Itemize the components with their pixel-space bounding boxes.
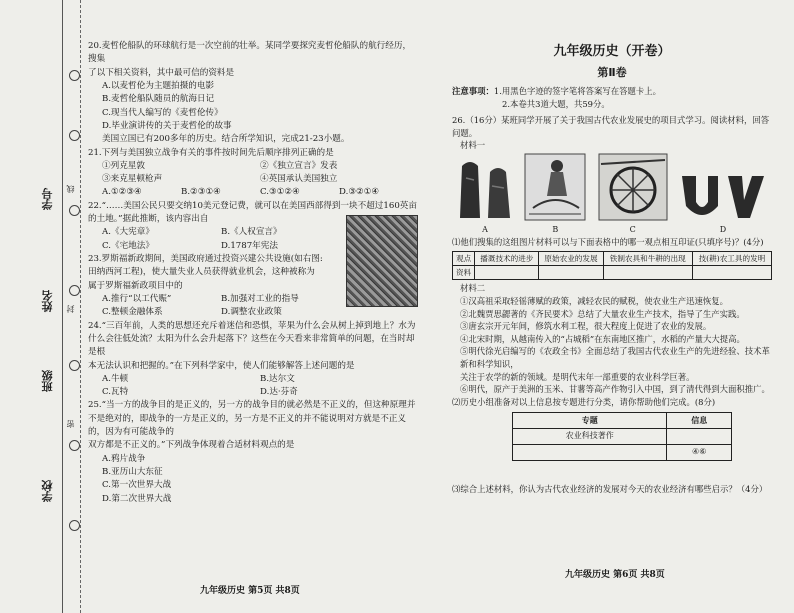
table-cell: 技(耕)农工具的发明	[692, 251, 771, 265]
artifact-b-label: B	[552, 225, 559, 235]
q23-line-2: 田纳西河工程)，使大量失业人员获得就业机会，这种被称为	[88, 267, 315, 278]
material2-item-3: ③唐玄宗开元年间，修筑水利工程，很大程度上促进了农业的发展。	[460, 321, 712, 332]
right-page-footer: 九年级历史 第6页 共8页	[565, 570, 665, 580]
binding-hole	[69, 205, 80, 216]
seal-char-feng: 封	[66, 305, 75, 313]
q24-options-row1	[88, 373, 418, 386]
q25-option-a: A.鸦片战争	[102, 453, 146, 464]
q23-option-b: B.加强对工业的指导	[221, 293, 299, 304]
q21-option-d: D.③②①④	[339, 187, 380, 198]
artifact-d	[678, 172, 768, 236]
paper-title: 九年级历史（开卷）	[553, 44, 671, 59]
artifact-images	[452, 156, 772, 236]
q21-option-a: A.①②③④	[102, 187, 142, 198]
q22-option-b: B.《人权宣言》	[221, 227, 282, 238]
answer-cell	[603, 266, 692, 280]
q21-option-b: B.②③①④	[181, 187, 221, 198]
q20-option-d: D.毕业演讲传的关于麦哲伦的故事	[102, 120, 232, 131]
table-row	[513, 412, 732, 428]
q25-option-b: B.亚历山大东征	[102, 467, 163, 477]
answer-cell	[667, 428, 732, 444]
q26-sub-2: ⑵历史小组准备对以上信息按专题进行分类，请你帮助他们完成。(8分)	[452, 396, 716, 407]
margin-dash-line	[80, 0, 81, 613]
table-header-cell: 专题	[513, 412, 667, 428]
topic-table	[512, 412, 732, 461]
q20-option-a: A.以麦哲伦为主题拍摄的电影	[102, 80, 215, 91]
q20-option-b: B.麦哲伦船队随员的航海日记	[102, 94, 215, 105]
q23-options-row2	[88, 306, 340, 319]
binding-hole	[69, 285, 80, 296]
note-1: 1.用黑色字迹的签字笔将答案写在答题卡上。	[493, 86, 661, 96]
q23-line-3: 属于罗斯福新政项目中的	[88, 280, 183, 291]
q26-sub-3: ⑶综合上述材料，你认为古代农业经济的发展对今天的农业经济有哪些启示？（4分）	[452, 483, 768, 494]
q20-option-c: C.现当代人编写的《麦哲伦传》	[102, 107, 223, 118]
table-row	[453, 266, 772, 280]
q20-stem-2: 了以下相关资料，其中最可信的资料是	[88, 67, 235, 78]
answer-cell	[539, 266, 603, 280]
right-page	[452, 42, 772, 495]
iron-plough-icon	[678, 172, 768, 222]
q24-option-a: A.牛顿	[102, 373, 129, 384]
table-cell: 资料	[453, 266, 475, 280]
material2-item-6: ⑥明代，原产于美洲的玉米、甘薯等高产作物引入中国，到了清代得到大面积推广。	[460, 384, 770, 395]
q23-options-row1	[88, 293, 340, 306]
artifact-a-label: A	[482, 225, 488, 235]
binding-hole	[69, 70, 80, 81]
artifact-a	[456, 158, 514, 236]
material2-label: 材料二	[460, 283, 486, 294]
q22-stem-1: 22.“……美国公民只要交纳10美元登记费，就可以在美国西部得到一块不超过160英亩	[88, 200, 417, 211]
left-page	[88, 40, 418, 506]
q21-item-3: ③来克星顿枪声	[102, 174, 163, 185]
q25-line-2: 不是绝对的，即战争的一方是正义的，另一方是不正义的并不能说明对方就是不正义的，因为有可能战争的	[88, 413, 406, 438]
section-title: 第Ⅱ卷	[597, 65, 627, 79]
q24-option-c: C.瓦特	[102, 387, 129, 398]
q21-items-row1	[88, 160, 418, 173]
table-cell: 铁制农具和牛耕的出现	[603, 251, 692, 265]
q24-option-d: D.达·芬奇	[260, 387, 298, 398]
table-row	[453, 251, 772, 265]
material2-item-1: ①汉高祖采取轻徭薄赋的政策，减轻农民的赋税，使农业生产迅速恢复。	[460, 296, 728, 307]
table-cell: 农业科技著作	[513, 428, 667, 444]
irrigation-wheel-icon	[597, 152, 669, 222]
binding-margin	[0, 0, 84, 613]
artifact-c-label: C	[629, 225, 636, 235]
q21-items-row2	[88, 173, 418, 186]
q22-stem-2: 的土地。”据此推断，该内容出自	[88, 214, 209, 225]
q21-options	[88, 186, 418, 199]
table-header-cell: 信息	[667, 412, 732, 428]
student-id-label: 学号	[41, 188, 54, 210]
q21-item-1: ①列克星敦	[102, 160, 145, 171]
q20-stem-1: 20.麦哲伦船队的环球航行是一次空前的壮举。某同学要探究麦哲伦船队的航行经历，搜集	[88, 41, 412, 65]
material2-item-4: ④北宋时期，从越南传入的“占城稻”在东南地区推广，水稻的产量大大提高。	[460, 333, 745, 344]
intro-21-23: 美国立国已有200多年的历史。结合所学知识，完成21-23小题。	[102, 134, 350, 145]
viewpoint-table	[452, 251, 772, 281]
seal-char-xian: 线	[66, 185, 75, 193]
q24-line-1: 24.“三百年前，人类的思想还充斥着迷信和恐惧，苹果为什么会从树上掉到地上？水为	[88, 320, 416, 331]
q21-stem: 21.下列与美国独立战争有关的事件按时间先后顺序排列正确的是	[88, 147, 334, 158]
class-label: 班级	[41, 370, 54, 392]
q25-line-3: 双方都是不正义的。”下列战争体现着合适材料观点的是	[88, 440, 295, 451]
material1-label: 材料一	[460, 140, 486, 151]
q24-options-row2	[88, 386, 418, 399]
q21-item-4: ④英国承认美国独立	[260, 174, 338, 185]
q25-option-d: D.第二次世界大战	[102, 493, 172, 504]
q22-option-d: D.1787年宪法	[221, 240, 278, 251]
note-2: 2.本卷共3道大题，共59分。	[502, 98, 610, 109]
material2-item-5-cont: 关注于农学的新的领域。是明代末年一部重要的农业科学巨著。	[460, 371, 695, 382]
artifact-d-label: D	[719, 225, 727, 235]
q25-option-c: C.第一次世界大战	[102, 480, 172, 491]
q24-option-b: B.达尔文	[260, 373, 295, 384]
binding-hole	[69, 440, 80, 451]
answer-cell	[475, 266, 539, 280]
q21-item-2: ②《独立宣言》发表	[260, 160, 338, 171]
material2-item-5: ⑤明代徐光启编写的《农政全书》全面总结了我国古代农业生产的先进经验、技术革新和科学知识，	[460, 346, 770, 370]
binding-hole	[69, 130, 80, 141]
seal-char-mi: 密	[66, 420, 75, 428]
q24-line-3: 本无法认识和把握的。”在下列科学家中，使人们能够解答上述问题的是	[88, 360, 355, 371]
tennessee-dam-photo	[346, 215, 418, 307]
artifact-c	[597, 152, 669, 236]
table-cell: 原始农业的发展	[539, 251, 603, 265]
q22-options-row1	[88, 226, 340, 239]
q23-option-a: A.推行“以工代赈”	[102, 293, 172, 304]
school-label: 学校	[41, 480, 54, 502]
notes	[452, 85, 772, 98]
q22-block	[88, 213, 418, 320]
name-label: 姓名	[41, 290, 54, 312]
answer-cell	[513, 444, 667, 460]
q23-line-1: 23.罗斯福新政期间，美国政府通过投资兴建公共设施(如右图:	[88, 254, 323, 264]
material2-item-2: ②北魏贾思勰著的《齐民要术》总结了大量农业生产技术，指导了生产实践。	[460, 308, 745, 319]
table-row	[513, 444, 732, 460]
q22-option-a: A.《大宪章》	[102, 227, 154, 238]
q21-option-c: C.③①②④	[260, 187, 300, 198]
q22-option-c: C.《宅地法》	[102, 240, 154, 251]
table-cell: ④⑥	[667, 444, 732, 460]
table-cell: 播溉技术的进步	[475, 251, 539, 265]
notes-label: 注意事项：	[452, 86, 494, 96]
artifact-b	[523, 152, 587, 236]
q25-line-1: 25.“当一方的战争目的是正义的，另一方的战争目的就必然是不正义的，但这种原理并	[88, 400, 416, 411]
table-cell: 观点	[453, 251, 475, 265]
waterwheel-farmer-icon	[523, 152, 587, 222]
answer-cell	[692, 266, 771, 280]
binding-hole	[69, 520, 80, 531]
margin-line	[62, 0, 63, 613]
q23-option-c: C.整顿金融体系	[102, 307, 163, 318]
binding-hole	[69, 360, 80, 371]
stone-tools-icon	[456, 158, 514, 222]
q23-option-d: D.调整农业政策	[221, 307, 282, 318]
q26-stem: 26.（16分）某班同学开展了关于我国古代农业发展史的项目式学习。阅读材料，回答问题。	[452, 115, 770, 138]
q24-line-2: 什么会往低处流？太阳为什么会升起落下？这些在今天看来非常简单的问题，在当时却是根	[88, 333, 415, 358]
q26-sub-1: ⑴他们搜集的这组图片材料可以与下面表格中的哪一观点相互印证(只填序号)？(4分)	[452, 237, 764, 248]
left-page-footer: 九年级历史 第5页 共8页	[200, 586, 300, 596]
q22-options-row2	[88, 240, 340, 253]
table-row	[513, 428, 732, 444]
